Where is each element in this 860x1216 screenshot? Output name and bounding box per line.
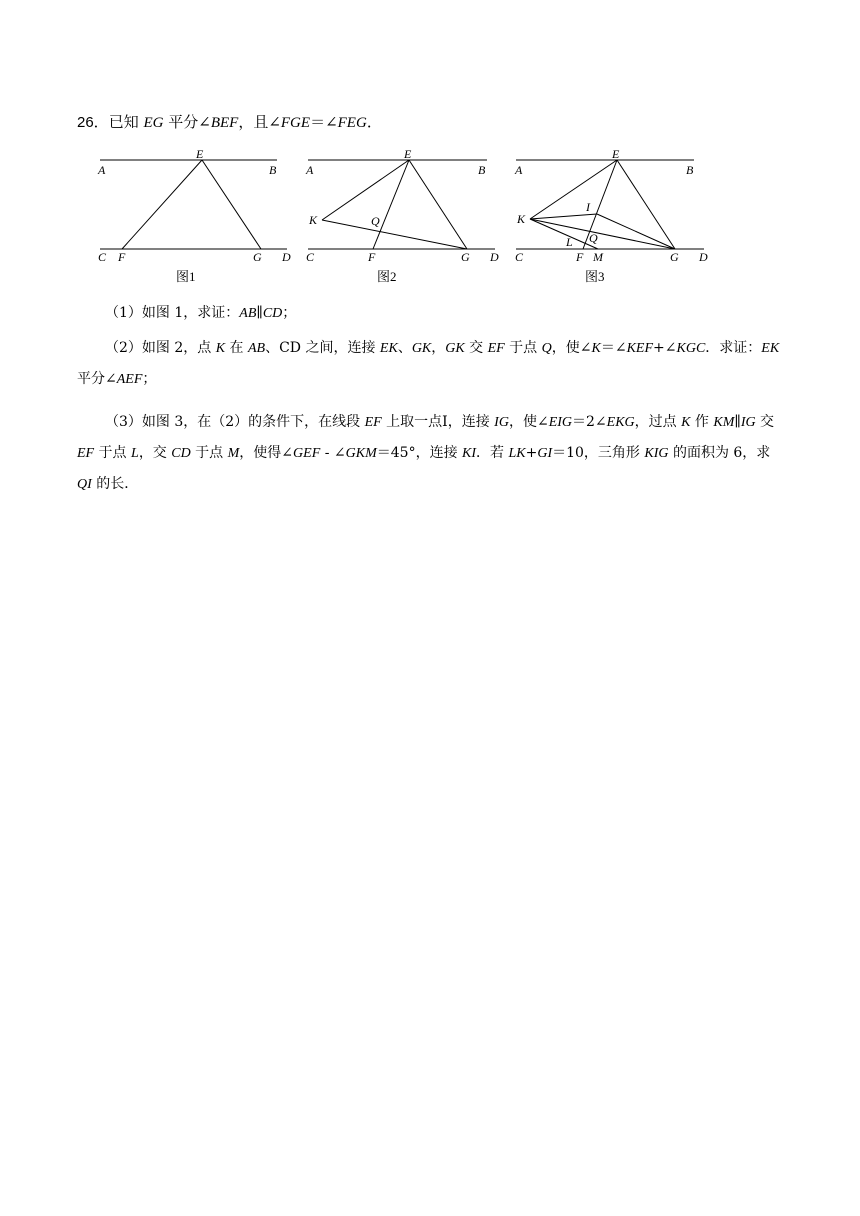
label-q: Q [371, 214, 380, 228]
label-b: B [686, 163, 694, 177]
segment-ek [322, 160, 409, 220]
label-b: B [269, 163, 277, 177]
segment-ef [373, 160, 409, 249]
label-e: E [196, 147, 204, 161]
part-2: （2）如图 2，点 K 在 AB、CD 之间，连接 EK、GK，GK 交 EF 于点 Q，使∠K＝∠KEF+∠KGC．求证：EK 平分∠AEF； [77, 340, 780, 387]
label-e: E [404, 147, 412, 161]
segment-eg [409, 160, 467, 249]
figure-2-caption: 图2 [377, 269, 397, 284]
figure-3 [516, 160, 704, 249]
figure-1-labels [97, 147, 291, 284]
figure-2 [308, 160, 495, 249]
geometry-figures [90, 143, 720, 291]
label-a: A [515, 163, 523, 177]
label-c: C [98, 250, 107, 264]
label-l: L [566, 235, 573, 249]
label-f: F [576, 250, 584, 264]
label-k: K [309, 213, 318, 227]
label-k: K [517, 212, 526, 226]
label-d: D [490, 250, 499, 264]
part-1: （1）如图 1，求证：AB∥CD； [105, 305, 297, 321]
part-3: （3）如图 3，在（2）的条件下，在线段 EF 上取一点Ⅰ，连接 IG，使∠EIG＝2∠EKG，过点 K 作 KM∥IG 交 EF 于点 L，交 CD 于点 M，使得∠GEF - ∠GKM＝45°，连接 KI．若 LK+GI＝10，三角形 KIG 的面积为 6，求 QI 的长． [77, 414, 775, 492]
segment-ki [530, 214, 597, 219]
label-m: M [593, 250, 603, 264]
segment-eg [202, 160, 261, 249]
label-b: B [478, 163, 486, 177]
label-f: F [118, 250, 126, 264]
segment-kg [322, 220, 467, 249]
label-g: G [461, 250, 470, 264]
label-q: Q [589, 231, 598, 245]
label-i: I [586, 200, 590, 214]
figure-3-labels [514, 147, 708, 284]
segment-ek [530, 160, 617, 219]
figures-row [90, 143, 720, 291]
figure-3-caption: 图3 [585, 269, 605, 284]
label-d: D [699, 250, 708, 264]
figure-1-caption: 图1 [176, 269, 196, 284]
segment-ef [122, 160, 202, 249]
question-stem: 26．已知 EG 平分∠BEF，且∠FGE＝∠FEG． [77, 113, 382, 131]
label-g: G [253, 250, 262, 264]
label-a: A [98, 163, 106, 177]
segment-km [530, 219, 598, 249]
label-c: C [515, 250, 524, 264]
label-e: E [612, 147, 620, 161]
label-f: F [368, 250, 376, 264]
question-number: 26． [77, 114, 109, 131]
label-g: G [670, 250, 679, 264]
figure-1 [100, 160, 287, 249]
label-c: C [306, 250, 315, 264]
label-d: D [282, 250, 291, 264]
segment-kg [530, 219, 675, 249]
figure-2-labels [305, 147, 499, 284]
label-a: A [306, 163, 314, 177]
